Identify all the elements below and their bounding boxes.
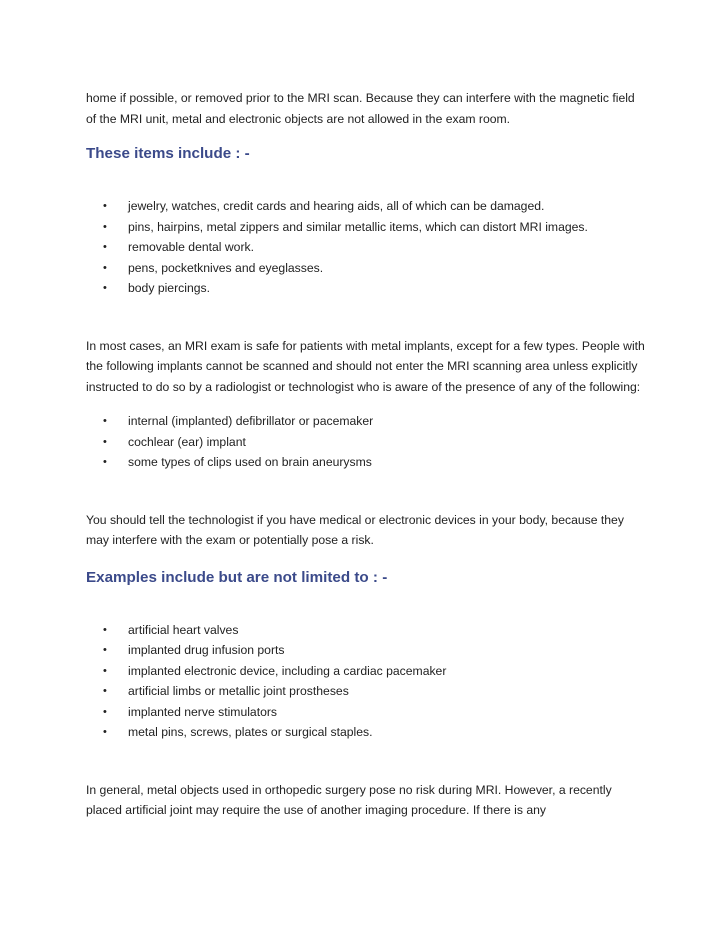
list-item: • implanted nerve stimulators xyxy=(86,702,646,723)
bullet-icon: • xyxy=(103,644,107,656)
list-item: • jewelry, watches, credit cards and hearing aids, all of which can be damaged. xyxy=(86,196,646,217)
bullet-icon: • xyxy=(103,623,107,636)
devices-paragraph: You should tell the technologist if you have medical or electronic devices in your body, because they may interfere with the exam or potentially pose a risk. xyxy=(86,512,624,547)
implants-paragraph: In most cases, an MRI exam is safe for patients with metal implants, except for a few types. People with the following implants cannot be scanned and should not enter the MRI scanning area unless explicitly instructed to do so by a radiologist or technologist who is aware of the presence of any of the following: xyxy=(86,338,645,394)
document-page xyxy=(86,88,646,821)
bullet-icon: • xyxy=(103,241,107,253)
bullet-icon: • xyxy=(103,415,107,427)
heading-items-include: These items include : - xyxy=(86,145,250,162)
items-list xyxy=(86,196,646,299)
list-item: • metal pins, screws, plates or surgical staples. xyxy=(86,722,646,743)
bullet-icon: • xyxy=(103,685,107,697)
heading-examples: Examples include but are not limited to : - xyxy=(86,568,388,586)
list-item: • implanted electronic device, including a cardiac pacemaker xyxy=(86,661,646,682)
bullet-icon: • xyxy=(103,705,107,718)
examples-list xyxy=(86,620,646,743)
bullet-icon: • xyxy=(103,435,107,448)
list-item: • pins, hairpins, metal zippers and similar metallic items, which can distort MRI images. xyxy=(86,217,646,238)
intro-paragraph: home if possible, or removed prior to the MRI scan. Because they can interfere with the magnetic field of the MRI unit, metal and electronic objects are not allowed in the exam room. xyxy=(86,91,635,126)
list-item: • artificial limbs or metallic joint prostheses xyxy=(86,681,646,702)
list-item: • body piercings. xyxy=(86,278,646,299)
bullet-icon: • xyxy=(103,200,107,212)
bullet-icon: • xyxy=(103,726,107,738)
list-item: • cochlear (ear) implant xyxy=(86,432,646,453)
list-item: • artificial heart valves xyxy=(86,620,646,641)
general-paragraph: In general, metal objects used in orthopedic surgery pose no risk during MRI. However, a recently placed artificial joint may require the use of another imaging procedure. If there is any xyxy=(86,782,612,817)
list-item: • internal (implanted) defibrillator or pacemaker xyxy=(86,411,646,432)
list-item: • removable dental work. xyxy=(86,237,646,258)
bullet-icon: • xyxy=(103,261,107,274)
implants-list xyxy=(86,411,646,473)
bullet-icon: • xyxy=(103,220,107,233)
list-item: • pens, pocketknives and eyeglasses. xyxy=(86,258,646,279)
bullet-icon: • xyxy=(103,282,107,294)
bullet-icon: • xyxy=(103,456,107,468)
list-item: • some types of clips used on brain aneurysms xyxy=(86,452,646,473)
bullet-icon: • xyxy=(103,664,107,677)
list-item: • implanted drug infusion ports xyxy=(86,640,646,661)
